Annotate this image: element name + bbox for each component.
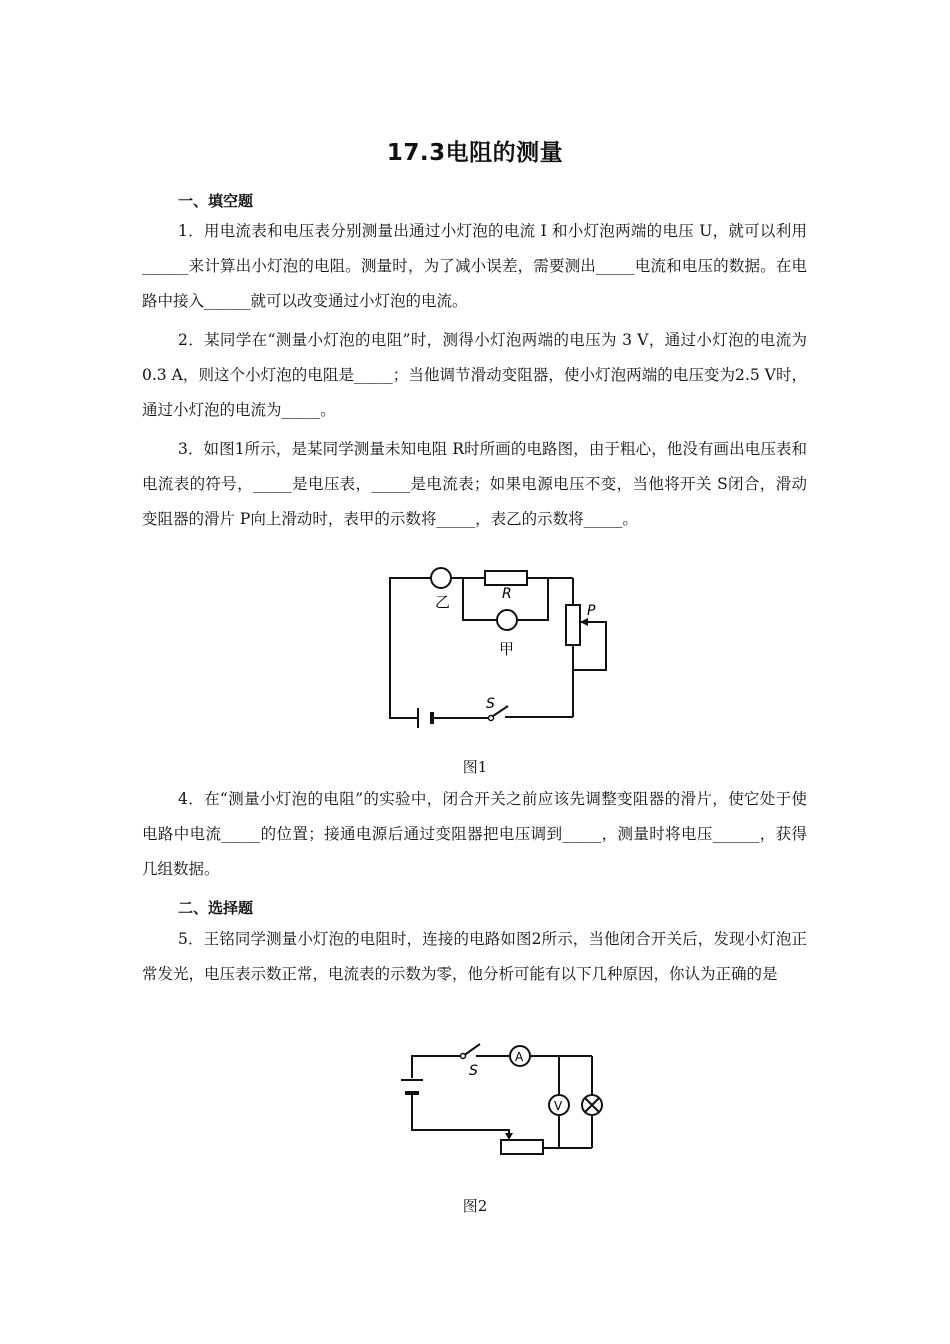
question-2: 2．某同学在“测量小灯泡的电阻”时，测得小灯泡两端的电压为 3 V，通过小灯泡的电流为0.3 A，则这个小灯泡的电阻是_____；当他调节滑动变阻器，使小灯泡两端的电压变为2.5 V时，通过小灯泡的电流为_____。 (142, 331, 807, 419)
switch2-pivot (461, 1054, 466, 1059)
label-jia: 甲 (499, 640, 515, 658)
circuit-diagram-2 (395, 1040, 620, 1165)
question-5: 5．王铭同学测量小灯泡的电阻时，连接的电路如图2所示，当他闭合开关后，发现小灯泡正常发光，电压表示数正常，电流表的示数为零，他分析可能有以下几种原因，你认为正确的是 (142, 930, 807, 983)
question-4: 4．在“测量小灯泡的电阻”的实验中，闭合开关之前应该先调整变阻器的滑片，使它处于使电路中电流_____的位置；接通电源后通过变阻器把电压调到_____，测量时将电压______，获得几组数据。 (142, 790, 807, 878)
rheostat-2 (501, 1140, 543, 1154)
label-P: P (587, 603, 596, 619)
label2-V: V (554, 1099, 563, 1113)
rheostat (566, 605, 580, 645)
question-1: 1．用电流表和电压表分别测量出通过小灯泡的电流 I 和小灯泡两端的电压 U，就可以利用______来计算出小灯泡的电阻。测量时，为了减小误差，需要测出_____电流和电压的数据。在电路中接入______就可以改变通过小灯泡的电流。 (142, 222, 807, 310)
switch-pivot (489, 716, 494, 721)
page-title: 17.3电阻的测量 (386, 140, 564, 166)
figure-1-caption: 图1 (462, 758, 488, 776)
rheostat-arrow (505, 1133, 513, 1140)
section-heading-fill: 一、填空题 (178, 192, 254, 210)
meter-jia-circle (497, 610, 517, 630)
slider-arrow (580, 618, 588, 626)
section-heading-choice: 二、选择题 (178, 899, 254, 917)
meter-yi-circle (431, 568, 451, 588)
question-3: 3．如图1所示，是某同学测量未知电阻 R时所画的电路图，由于粗心，他没有画出电压表和电流表的符号，_____是电压表，_____是电流表；如果电源电压不变，当他将开关 S闭合，滑动变阻器的滑片 P向上滑动时，表甲的示数将_____，表乙的示数将_____。 (142, 440, 807, 528)
label-S: S (486, 696, 495, 712)
wire-left (390, 578, 431, 718)
wire-top-left (412, 1056, 462, 1078)
circuit-diagram-1 (380, 560, 620, 730)
resistor-R (485, 571, 527, 585)
label-R: R (502, 586, 512, 602)
label-yi: 乙 (435, 593, 451, 611)
wire-bottom-left (412, 1094, 509, 1138)
label2-A: A (515, 1050, 524, 1064)
label2-S: S (469, 1063, 478, 1079)
figure-2-caption: 图2 (462, 1197, 488, 1215)
